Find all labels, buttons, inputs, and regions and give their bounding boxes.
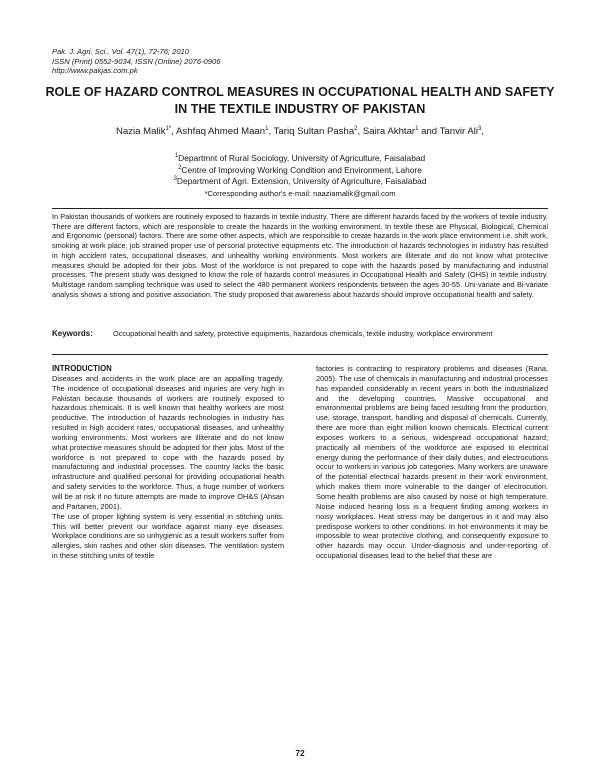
affiliation-line xyxy=(20,153,580,165)
body-paragraph: The use of proper lighting system is very essential in stitching units. This will better prevent our workface against many eye diseases. Workplace conditions are so unhygienic as a result workers suffer from allergies, skin rashes and other skin diseases. The ventilation system in these stitching units of textile xyxy=(52,511,284,561)
body-paragraph: factories is contracting to respiratory problems and diseases (Rana, 2005). The use of chemicals in manufacturing and industrial processes has expanded considerably in recent years in both the industrialized and the developing countries. Massive occupational and environmental problems are being faced resulting from the production, use, storage, transport, handling and disposal of chemicals. Currently, there are more than eight million known chemicals. Electrical current exposes workers to a serious, widespread occupational hazard; practically all members of the workforce are exposed to electrical energy during the performance of their daily duties, and electrocutions occur to workers in various job categories. Many workers are unaware of the potential electrical hazards present in their work environment, which makes them more vulnerable to the danger of electrocution. Some health problems are also caused by noise or high temperature. Noise induced hearing loss is a frequent finding among workers in noisy workplaces. Heat stress may be dangerous in it and may also predispose workers to other conditions. In hot environments it may be impossible to wear protective clothing, and consequently exposure to other hazards may occur. Under-diagnosis and under-reporting of occupational diseases lead to the belief that these are xyxy=(316,364,548,561)
page-number: 72 xyxy=(295,748,305,758)
author-separator: , xyxy=(357,126,363,137)
author-name: Tariq Sultan Pasha xyxy=(273,126,355,137)
author-superscript: 3 xyxy=(478,125,482,132)
affiliation-list xyxy=(20,153,580,199)
corresponding-author: *Corresponding author's e-mail: naaziamalik@gmail.com xyxy=(204,188,396,198)
keywords-block xyxy=(52,329,548,339)
abstract-top-rule xyxy=(52,208,548,209)
journal-citation: Pak. J. Agri. Sci., Vol. 47(1), 72-76; 2010 xyxy=(52,47,190,56)
affiliation-superscript: 3 xyxy=(173,176,177,183)
affiliation-superscript: 1 xyxy=(174,153,179,160)
author-separator: , xyxy=(268,126,274,137)
paper-title: ROLE OF HAZARD CONTROL MEASURES IN OCCUPATIONAL HEALTH AND SAFETY IN THE TEXTILE INDUSTRY OF PAKISTAN xyxy=(45,85,555,116)
body-column-right xyxy=(316,364,548,561)
journal-issn: ISSN (Print) 0552-9034, ISSN (Online) 2076-0906 xyxy=(52,56,221,66)
keywords-text: Occupational health and safety, protective equipments, hazardous chemicals, textile industry, workplace environment xyxy=(113,329,493,338)
affiliation-line xyxy=(20,165,580,177)
author-superscript: 1 xyxy=(415,125,419,132)
abstract-text: In Pakistan thousands of workers are routinely exposed to hazards in textile industry. There are different hazards faced by the workers of textile industry. There are different factors, which are responsible to create the hazards in the working environment. In textile these are Physical, Biological, Chemical and Ergonomic (personal) factors. There are some other aspects, which are responsible to create hazards in the work place environment i.e. shift work, smoking at work place, job strained proper use of personal protective equipments etc. The introduction of hazards technologies in industry has resulted in high accident rates, occupational diseases, and unhealthy working environments. Most workers are illiterate and do not know what protective measures should be adopted for their jobs. Most of the workforce is not prepared to cope with the hazards posed by manufacturing and industrial processes. The present study was designed to know the role of hazards control measures in Occupational Health and Safety (OHS) in textile industry. Multistage random sampling technique was used to select the 480 permanent workers respondents between the ages 30-55. Uni-variate and Bi-variate analysis shows a strong and positive association. The study proposed that awareness about hazards should improve occupational health and safety. xyxy=(52,212,548,299)
keywords-label: Keywords: xyxy=(52,329,93,338)
author-list xyxy=(20,126,580,137)
journal-header xyxy=(52,47,220,76)
body-paragraph: Diseases and accidents in the work place are an appalling tragedy. The incidence of occupational diseases and injuries are very high in Pakistan because thousands of workers are routinely exposed to hazardous chemicals. It is well known that healthy workers are most productive. The introduction of hazards technologies in industry has resulted in high accident rates, occupational diseases, and unhealthy working environments. Most workers are illiterate and do not know what protective measures should be adopted for their jobs. Most of the workforce is not prepared to cope with the hazards posed by manufacturing and industrial processes. The country lacks the basic infrastructure and qualified personal for providing occupational health and safety services to the workforce. Thus, a huge number of workers will be at risk if no future attempts are made to improve OH&S (Ahsan and Partanen, 2001). xyxy=(52,373,284,511)
author-name: Tanvir Ali xyxy=(439,126,479,137)
section-heading-introduction: INTRODUCTION xyxy=(52,364,112,373)
abstract-bottom-rule xyxy=(52,354,548,355)
affiliation-line xyxy=(20,176,580,188)
author-separator: and xyxy=(418,126,440,137)
author-separator: , xyxy=(171,126,177,137)
author-name: Saira Akhtar xyxy=(362,126,416,137)
body-column-left xyxy=(52,364,284,561)
affiliation-text: Centre of Improving Working Condition and Environment, Lahore xyxy=(181,164,422,175)
author-separator: , xyxy=(481,126,485,137)
journal-url[interactable]: http://www.pakjas.com.pk xyxy=(52,66,138,76)
affiliation-text: Department of Agri. Extension, University of Agriculture, Faisalabad xyxy=(176,176,427,187)
author-superscript: 2 xyxy=(354,125,358,132)
author-superscript: 1* xyxy=(165,125,172,132)
author-name: Nazia Malik xyxy=(115,126,166,137)
author-superscript: 1 xyxy=(265,125,269,132)
affiliation-text: Departmnt of Rural Sociology, University of Agriculture, Faisalabad xyxy=(178,153,426,163)
affiliation-superscript: 2 xyxy=(178,164,182,171)
author-name: Ashfaq Ahmed Maan xyxy=(176,126,266,137)
